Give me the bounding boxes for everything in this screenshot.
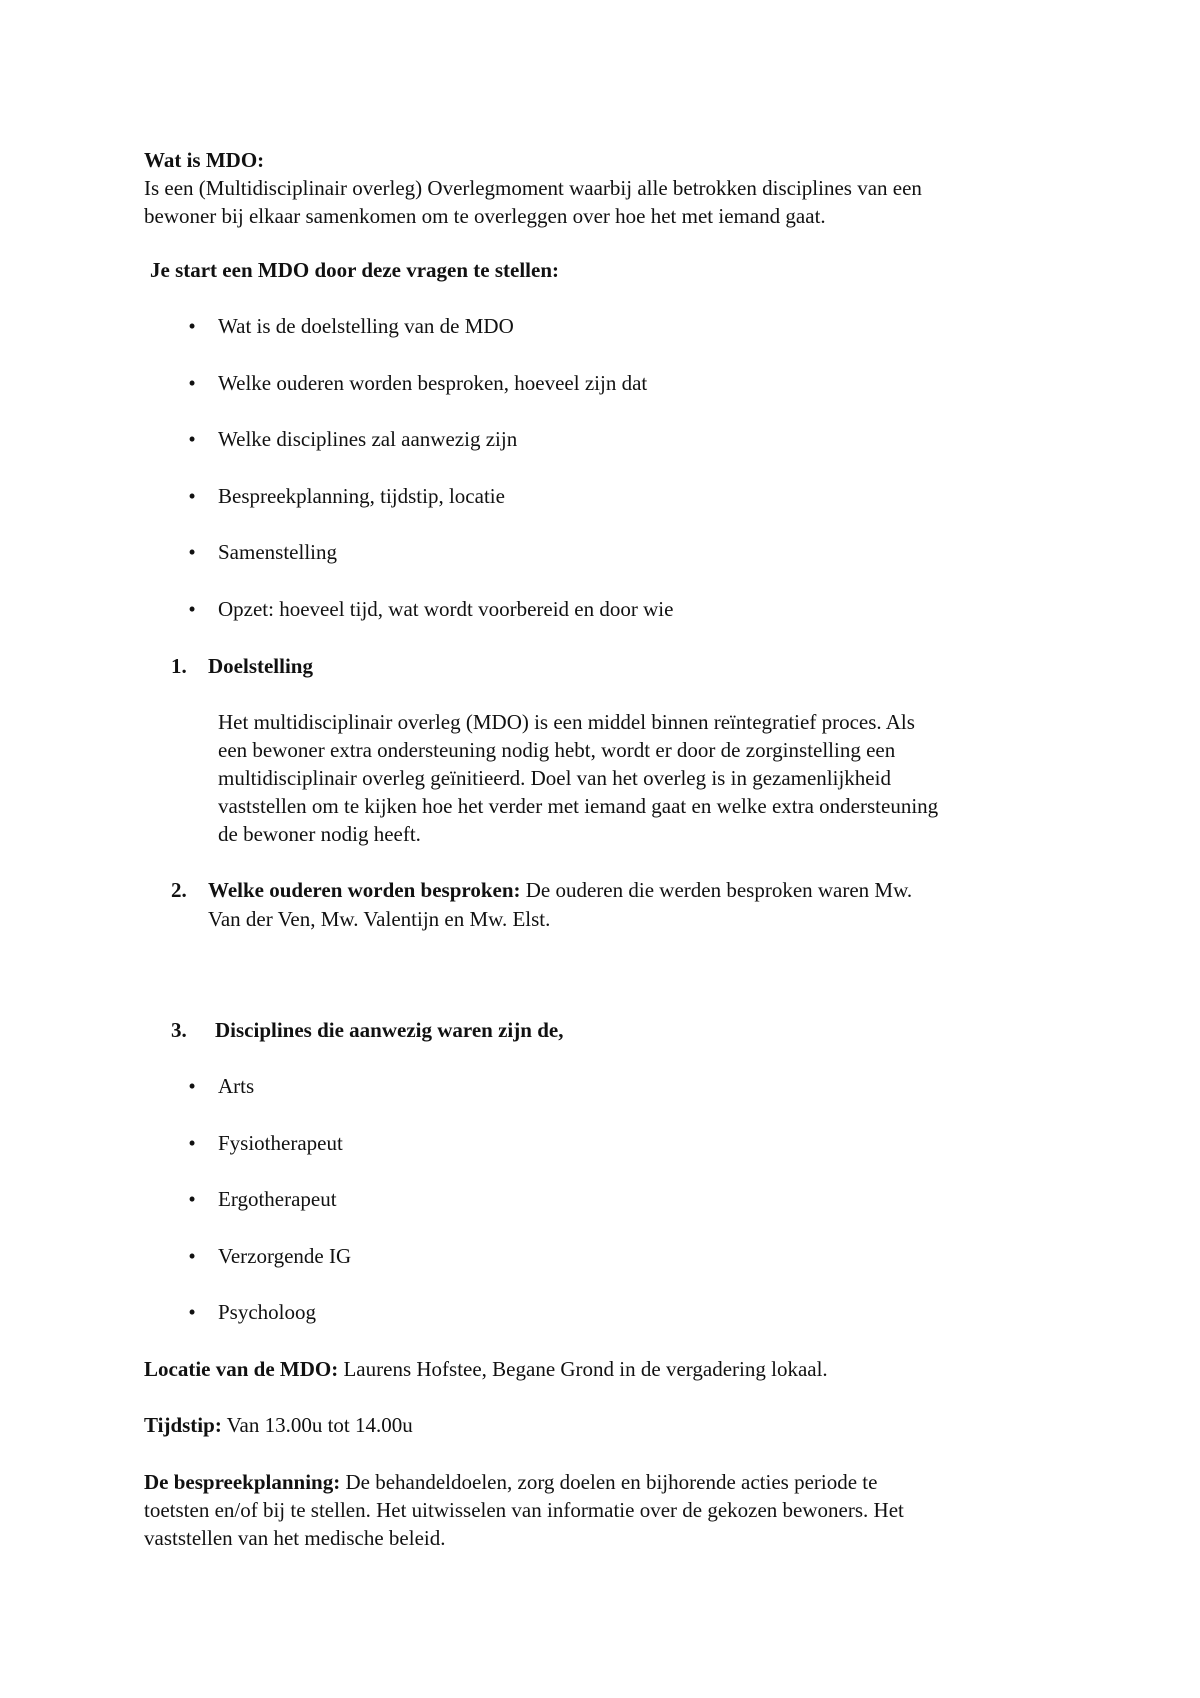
section-title: Doelstelling xyxy=(208,654,313,678)
intro-paragraph xyxy=(144,174,922,230)
location-value: Laurens Hofstee, Begane Grond in de vergadering lokaal. xyxy=(338,1357,828,1381)
section-title: Disciplines die aanwezig waren zijn de, xyxy=(215,1018,564,1042)
intro-line: Is een (Multidisciplinair overleg) Overlegmoment waarbij alle betrokken disciplines van een xyxy=(144,176,922,200)
doelstelling-paragraph xyxy=(218,708,938,848)
bullet-icon: • xyxy=(188,597,196,621)
planning-paragraph xyxy=(144,1468,904,1552)
list-item-text: Welke disciplines zal aanwezig zijn xyxy=(218,427,518,451)
bullet-icon: • xyxy=(188,1131,196,1155)
time-label: Tijdstip: xyxy=(144,1413,222,1437)
bullet-icon: • xyxy=(188,314,196,338)
bullet-icon: • xyxy=(188,427,196,451)
intro-heading: Wat is MDO: xyxy=(144,148,265,172)
list-item-text: Welke ouderen worden besproken, hoeveel zijn dat xyxy=(218,371,648,395)
section-number: 2. xyxy=(171,878,187,902)
section-number: 3. xyxy=(171,1018,187,1042)
list-item-text: Psycholoog xyxy=(218,1300,317,1324)
paragraph-line: de bewoner nodig heeft. xyxy=(218,822,421,846)
paragraph-line: toetsten en/of bij te stellen. Het uitwisselen van informatie over de gekozen bewoners. Het xyxy=(144,1498,904,1522)
location-label: Locatie van de MDO: xyxy=(144,1357,339,1381)
bullet-icon: • xyxy=(188,1074,196,1098)
list-item-text: Verzorgende IG xyxy=(218,1244,352,1268)
paragraph-line: Het multidisciplinair overleg (MDO) is een middel binnen reïntegratief proces. Als xyxy=(218,710,915,734)
list-item-text: Bespreekplanning, tijdstip, locatie xyxy=(218,484,505,508)
bullet-icon: • xyxy=(188,484,196,508)
paragraph-line: een bewoner extra ondersteuning nodig hebt, wordt er door de zorginstelling een xyxy=(218,738,896,762)
bullet-icon: • xyxy=(188,1244,196,1268)
paragraph-line: multidisciplinair overleg geïnitieerd. Doel van het overleg is in gezamenlijkheid xyxy=(218,766,891,790)
paragraph-line: vaststellen om te kijken hoe het verder met iemand gaat en welke extra ondersteuning xyxy=(218,794,939,818)
list-item-text: Samenstelling xyxy=(218,540,337,564)
time-line xyxy=(144,1411,413,1439)
paragraph-line: vaststellen van het medische beleid. xyxy=(144,1526,446,1550)
bullet-icon: • xyxy=(188,540,196,564)
questions-heading: Je start een MDO door deze vragen te stellen: xyxy=(150,258,559,282)
bullet-icon: • xyxy=(188,371,196,395)
planning-label: De bespreekplanning: xyxy=(144,1470,341,1494)
planning-first-line xyxy=(144,1468,904,1496)
location-line xyxy=(144,1355,828,1383)
list-item-text: Wat is de doelstelling van de MDO xyxy=(218,314,514,338)
planning-text: De behandeldoelen, zorg doelen en bijhorende acties periode te xyxy=(340,1470,878,1494)
section-title: Welke ouderen worden besproken: xyxy=(208,878,521,902)
section-line xyxy=(208,876,912,904)
time-value: Van 13.00u tot 14.00u xyxy=(221,1413,413,1437)
intro-line: bewoner bij elkaar samenkomen om te overleggen over hoe het met iemand gaat. xyxy=(144,204,826,228)
section-text-continued: Van der Ven, Mw. Valentijn en Mw. Elst. xyxy=(208,907,551,931)
bullet-icon: • xyxy=(188,1187,196,1211)
bullet-icon: • xyxy=(188,1300,196,1324)
list-item-text: Opzet: hoeveel tijd, wat wordt voorbereid en door wie xyxy=(218,597,674,621)
list-item-text: Fysiotherapeut xyxy=(218,1131,343,1155)
section-number: 1. xyxy=(171,654,187,678)
list-item-text: Arts xyxy=(218,1074,255,1098)
section-text: De ouderen die werden besproken waren Mw. xyxy=(520,878,913,902)
list-item-text: Ergotherapeut xyxy=(218,1187,337,1211)
